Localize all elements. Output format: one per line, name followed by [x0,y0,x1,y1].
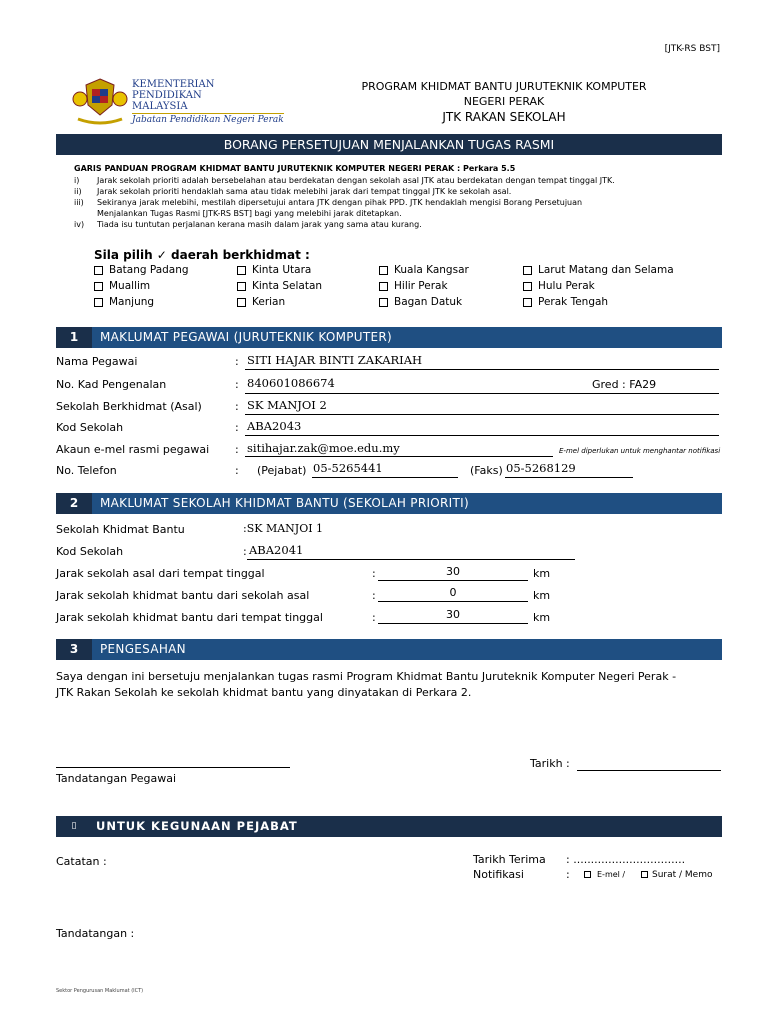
distance-underline [378,601,528,602]
district-option-hulu-perak[interactable]: Hulu Perak [523,280,595,292]
program-subtitle: JTK RAKAN SEKOLAH [442,110,566,124]
district-option-larut-matang[interactable]: Larut Matang dan Selama [523,264,674,276]
notes-label: Catatan : [56,855,107,868]
distance-label: Jarak sekolah khidmat bantu dari sekolah asal [56,589,310,602]
district-option-manjung[interactable]: Manjung [94,296,154,308]
ministry-logo [70,75,284,130]
section-1-number: 1 [56,327,92,348]
checkbox-icon[interactable] [523,266,532,275]
distance-label: Jarak sekolah asal dari tempat tinggal [56,567,265,580]
form-reference-code: [JTK-RS BST] [664,44,720,54]
distance-unit: km [533,589,551,602]
section-3-banner [56,639,722,660]
office-sign-label: Tandatangan : [56,927,135,940]
service-code-underline [247,559,575,560]
colon: : [566,868,570,881]
email-underline [245,456,553,457]
notification-letter-option[interactable]: Surat / Memo [641,870,713,880]
district-option-kuala-kangsar[interactable]: Kuala Kangsar [379,264,469,276]
email-field[interactable]: sitihajar.zak@moe.edu.my [247,441,400,455]
distance-underline [378,580,528,581]
checkbox-icon[interactable] [237,282,246,291]
colon: : [372,611,376,624]
section-2-number: 2 [56,493,92,514]
district-option-kinta-utara[interactable]: Kinta Utara [237,264,311,276]
name-field[interactable]: SITI HAJAR BINTI ZAKARIAH [247,353,423,367]
district-option-perak-tengah[interactable]: Perak Tengah [523,296,608,308]
checkbox-icon[interactable] [237,266,246,275]
ic-field[interactable]: 840601086674 [247,376,335,390]
distance-field[interactable]: 0 [449,586,457,599]
guideline-item: i) Jarak sekolah prioriti adalah bersebelahan atau berdekatan dengan sekolah asal JTK atau berdekatan dengan tempat tinggal JTK. [74,176,615,185]
distance-unit: km [533,567,551,580]
section-2-banner [56,493,722,514]
checkbox-icon[interactable] [94,266,103,275]
district-option-hilir-perak[interactable]: Hilir Perak [379,280,448,292]
program-state: NEGERI PERAK [463,95,545,108]
guideline-item: iv) Tiada isu tuntutan perjalanan kerana masih dalam jarak yang sama atau kurang. [74,220,422,229]
school-code-underline [245,435,719,436]
signature-label: Tandatangan Pegawai [56,772,177,785]
signature-line[interactable] [56,767,290,768]
colon: : [235,421,239,434]
distance-field[interactable]: 30 [446,608,460,621]
origin-school-field[interactable]: SK MANJOI 2 [247,398,327,412]
phone-label: No. Telefon [56,464,117,477]
fax-underline [505,477,633,478]
district-option-bagan-datuk[interactable]: Bagan Datuk [379,296,462,308]
form-title-banner [56,134,722,155]
email-label: Akaun e-mel rasmi pegawai [56,443,210,456]
received-date-label: Tarikh Terima [473,853,546,866]
distance-field[interactable]: 30 [446,565,460,578]
logo-line-3: MALAYSIA [132,101,188,112]
section-3-title: PENGESAHAN [100,642,186,656]
service-school-field[interactable]: :SK MANJOI 1 [243,522,324,535]
ic-underline [245,393,719,394]
email-note: E-mel diperlukan untuk menghantar notifikasi [559,447,721,455]
confirmation-text-1: Saya dengan ini bersetuju menjalankan tugas rasmi Program Khidmat Bantu Juruteknik Komputer Negeri Perak - [56,670,677,683]
form-title: BORANG PERSETUJUAN MENJALANKAN TUGAS RASMI [223,137,555,152]
school-code-label: Kod Sekolah [56,421,124,434]
colon: : [235,355,239,368]
district-option-kinta-selatan[interactable]: Kinta Selatan [237,280,322,292]
colon: : [235,443,239,456]
checkbox-icon[interactable] [641,871,648,878]
name-underline [245,369,719,370]
checkbox-icon[interactable] [523,298,532,307]
section-3-number: 3 [56,639,92,660]
checkbox-icon[interactable] [523,282,532,291]
district-option-muallim[interactable]: Muallim [94,280,150,292]
checkbox-icon[interactable] [379,282,388,291]
logo-line-2: PENDIDIKAN [132,90,202,101]
distance-unit: km [533,611,551,624]
section-2-title: MAKLUMAT SEKOLAH KHIDMAT BANTU (SEKOLAH PRIORITI) [100,496,469,510]
district-option-kerian[interactable]: Kerian [237,296,285,308]
fax-label: (Faks) [470,464,503,477]
checkbox-icon[interactable] [379,298,388,307]
ic-label: No. Kad Pengenalan [56,378,167,391]
guideline-item: iii) Sekiranya jarak melebihi, mestilah dipersetujui antara JTK dengan pihak PPD. JTK hendaklah mengisi Borang Persetujuan [74,198,583,207]
office-use-banner [56,816,722,837]
office-square-icon: ▯ [71,821,77,831]
logo-line-1: KEMENTERIAN [132,79,215,90]
footer-text: Sektor Pengurusan Maklumat (ICT) [56,988,144,994]
colon: : [243,545,247,558]
office-phone-underline [312,477,458,478]
date-line[interactable] [577,770,721,771]
guidelines-list [74,175,615,230]
section-1-banner [56,327,722,348]
section-1-title: MAKLUMAT PEGAWAI (JURUTEKNIK KOMPUTER) [100,330,392,344]
school-code-field[interactable]: ABA2043 [247,419,302,433]
guidelines-heading: GARIS PANDUAN PROGRAM KHIDMAT BANTU JURUTEKNIK KOMPUTER NEGERI PERAK : Perkara 5.5 [74,164,516,173]
checkbox-icon[interactable] [584,871,591,878]
origin-school-underline [245,414,719,415]
colon: : [235,464,239,477]
name-label: Nama Pegawai [56,355,138,368]
coat-of-arms-icon [70,75,130,127]
colon: : [235,378,239,391]
colon: : [372,589,376,602]
origin-school-label: Sekolah Berkhidmat (Asal) [56,400,202,413]
district-option-batang-padang[interactable]: Batang Padang [94,264,189,276]
service-code-label: Kod Sekolah [56,545,124,558]
confirmation-text-2: JTK Rakan Sekolah ke sekolah khidmat bantu yang dinyatakan di Perkara 2. [56,686,472,699]
guideline-item: Menjalankan Tugas Rasmi [JTK-RS BST] bagi yang melebihi jarak ditetapkan. [97,209,402,218]
checkbox-icon[interactable] [94,282,103,291]
office-phone-label: (Pejabat) [257,464,307,477]
office-use-title: UNTUK KEGUNAAN PEJABAT [96,819,298,833]
distance-label: Jarak sekolah khidmat bantu dari tempat tinggal [56,611,323,624]
logo-subtitle: Jabatan Pendidikan Negeri Perak [132,115,284,125]
notification-email-option[interactable]: E-mel / [584,870,625,879]
checkbox-icon[interactable] [94,298,103,307]
fax-field[interactable]: 05-5268129 [506,461,576,475]
checkbox-icon[interactable] [379,266,388,275]
distance-underline [378,623,528,624]
service-code-field[interactable]: ABA2041 [249,543,304,557]
service-school-label: Sekolah Khidmat Bantu [56,523,185,536]
colon: : [372,567,376,580]
program-title: PROGRAM KHIDMAT BANTU JURUTEKNIK KOMPUTER [361,80,647,93]
colon: : [235,400,239,413]
guideline-item: ii) Jarak sekolah prioriti hendaklah sama atau tidak melebihi jarak dari tempat tinggal JTK ke sekolah asal. [74,187,512,196]
office-phone-field[interactable]: 05-5265441 [313,461,383,475]
grade-value: Gred : FA29 [592,378,657,391]
received-date-field[interactable]: : ................................ [566,853,686,866]
checkbox-icon[interactable] [237,298,246,307]
notification-label: Notifikasi [473,868,524,881]
date-label: Tarikh : [530,757,570,770]
district-prompt: Sila pilih ✓ daerah berkhidmat : [94,248,310,262]
